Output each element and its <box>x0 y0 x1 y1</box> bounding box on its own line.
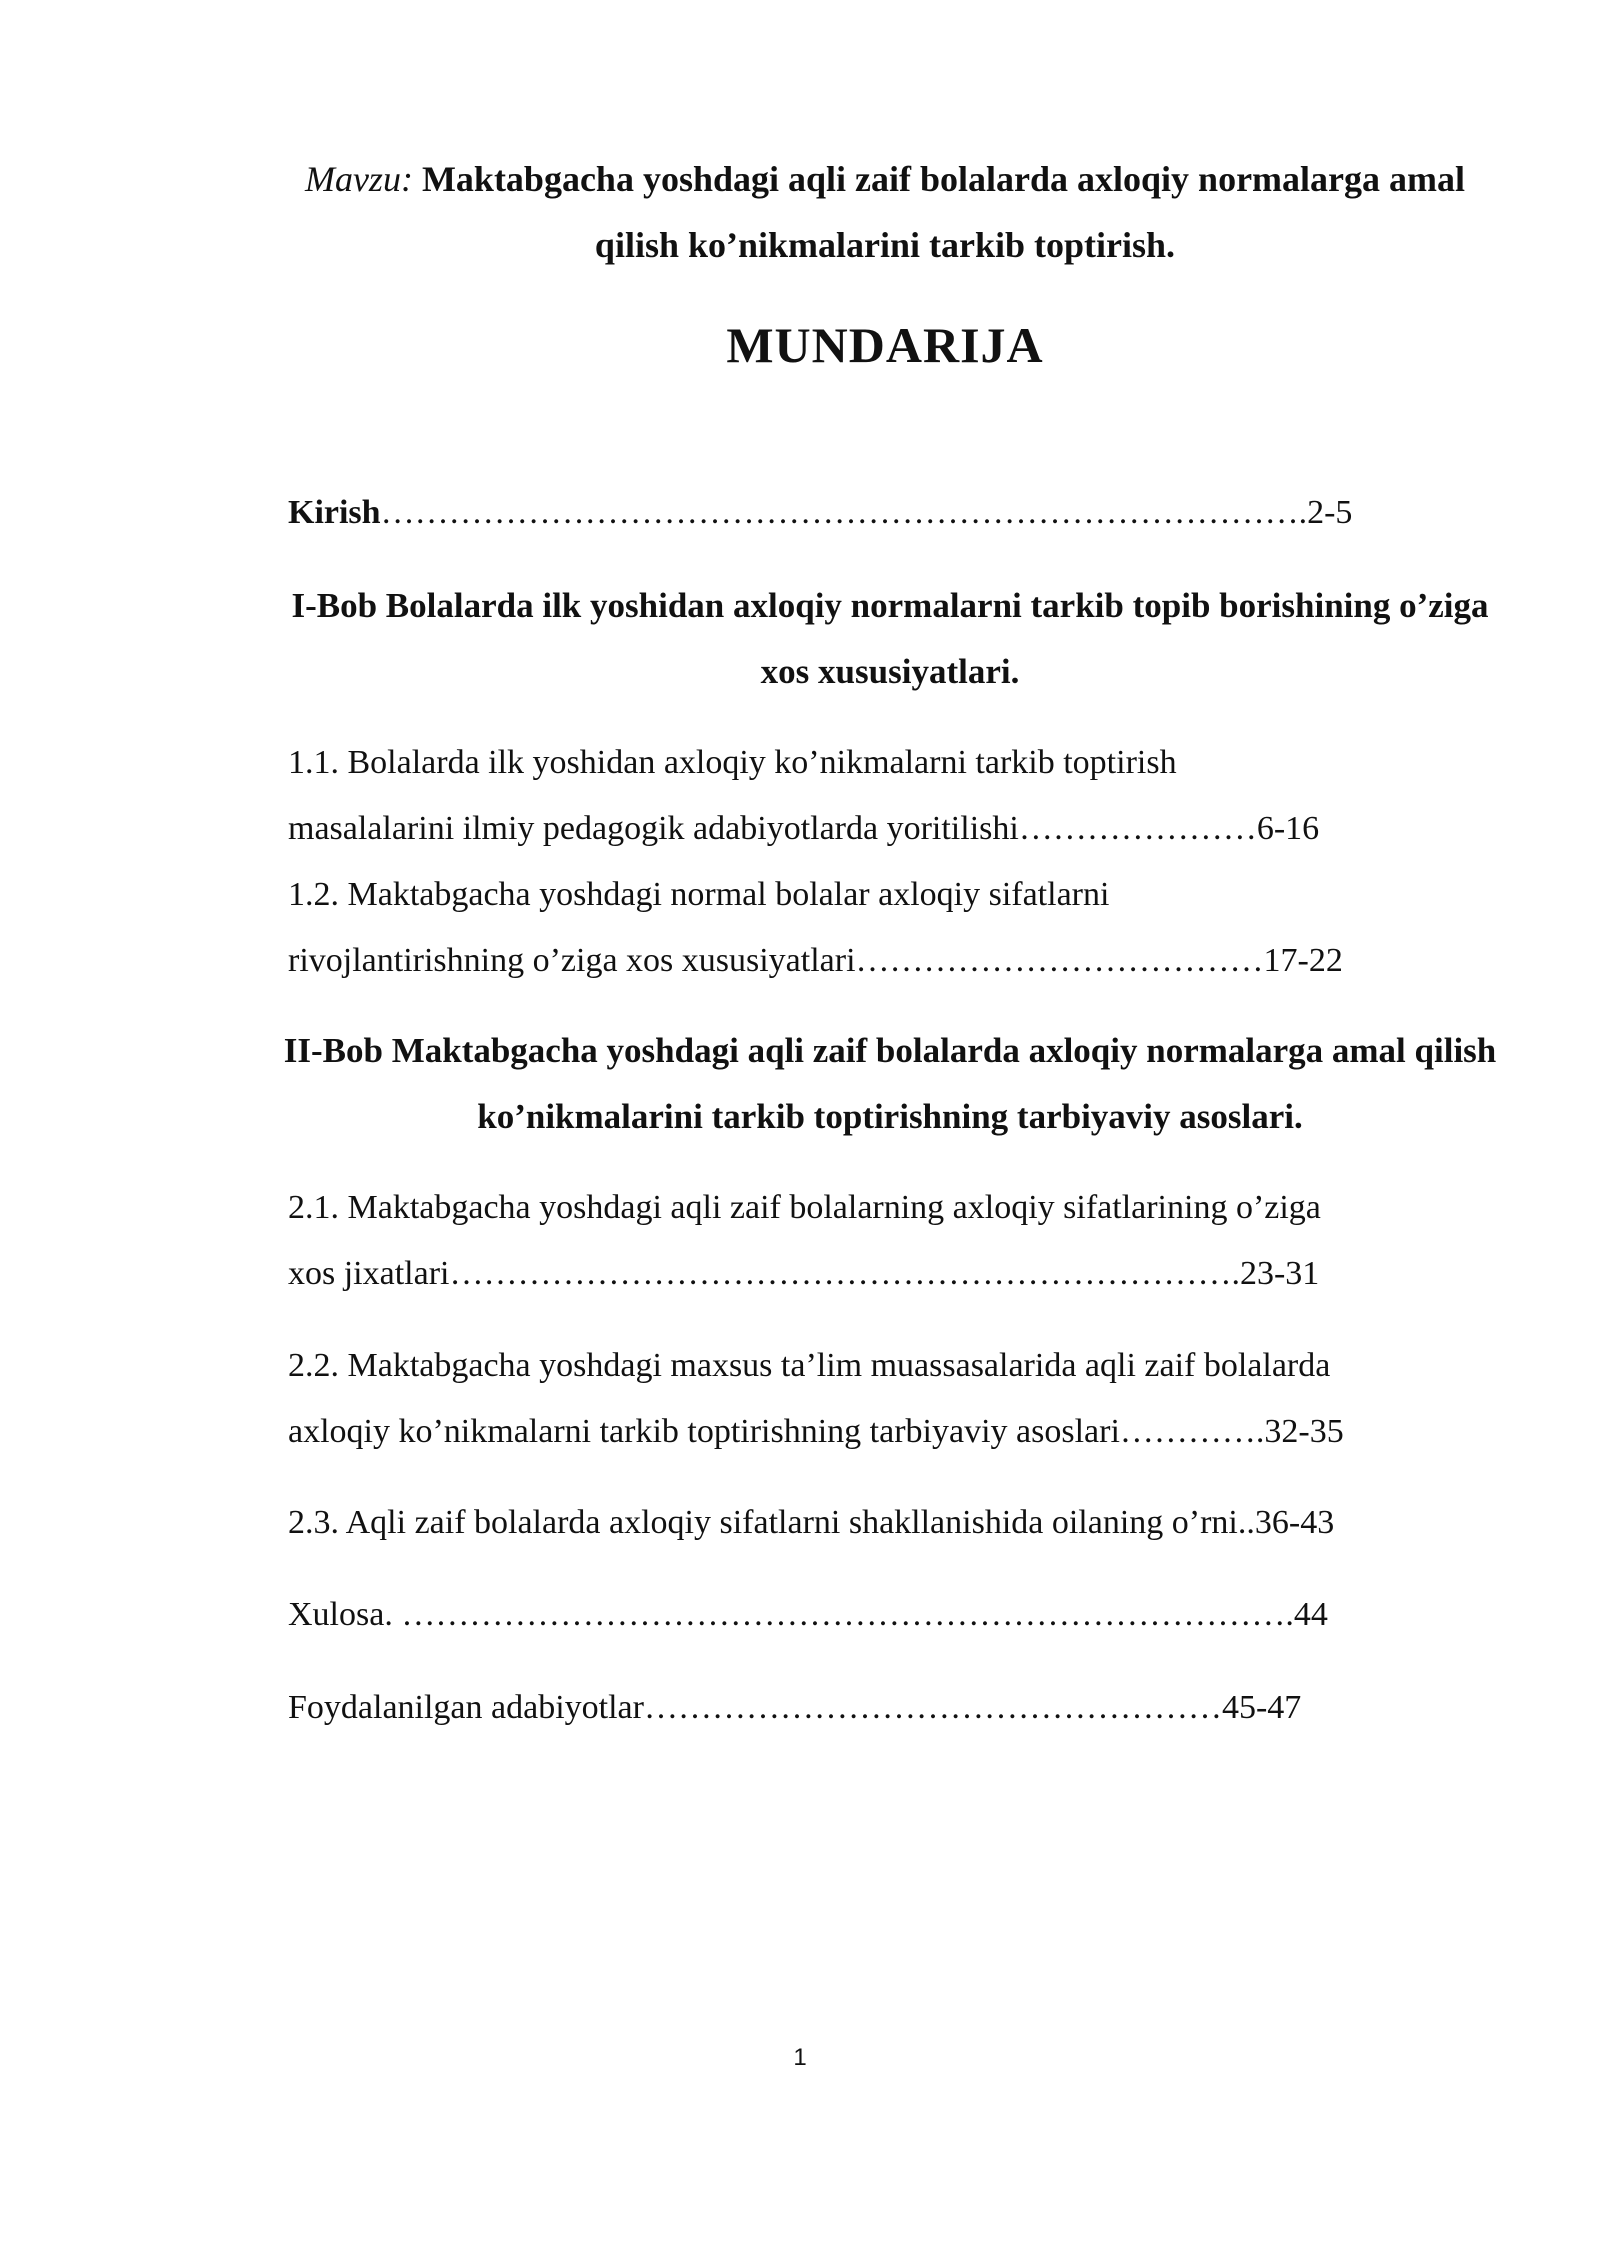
page-number: 1 <box>793 2044 807 2071</box>
toc-2-1-line1: 2.1. Maktabgacha yoshdagi aqli zaif bolalarning axloqiy sifatlarining o’ziga <box>288 1189 1321 1226</box>
toc-entry-2-3 <box>288 1490 1493 1556</box>
toc-entry-conclusion <box>288 1582 1493 1648</box>
toc-1-1-line2: masalalarini ilmiy pedagogik adabiyotlarda yoritilishi…………………6-16 <box>288 810 1320 847</box>
toc-conclusion-line: Xulosa. …………………………………………………………………….44 <box>288 1596 1328 1633</box>
toc-intro-leader: ……………………………………………………………………….2-5 <box>380 494 1353 531</box>
toc-entry-references <box>288 1675 1493 1741</box>
topic-label: Mavzu: <box>304 159 413 199</box>
contents-heading: MUNDARIJA <box>726 317 1044 373</box>
toc-entry-2-1 <box>288 1175 1493 1307</box>
toc-1-2-line2: rivojlantirishning o’ziga xos xususiyatlari………………………………17-22 <box>288 942 1343 979</box>
topic-block <box>260 146 1510 278</box>
toc-chapter-1: I-Bob Bolalarda ilk yoshidan axloqiy normalarni tarkib topib borishining o’ziga xos xususiyatlari. <box>291 586 1489 691</box>
toc-entry-1-1 <box>288 730 1493 862</box>
toc-2-3-line1: 2.3. Aqli zaif bolalarda axloqiy sifatlarni shakllanishida oilaning o’rni..36-43 <box>288 1504 1335 1541</box>
toc-references-line: Foydalanilgan adabiyotlar……………………………………………45-47 <box>288 1689 1302 1726</box>
toc-2-2-line2: axloqiy ko’nikmalarni tarkib toptirishning tarbiyaviy asoslari………….32-35 <box>288 1413 1344 1450</box>
toc-intro-title: Kirish <box>288 494 381 531</box>
toc-2-2-line1: 2.2. Maktabgacha yoshdagi maxsus ta’lim muassasalarida aqli zaif bolalarda <box>288 1347 1331 1384</box>
toc-2-1-line2: xos jixatlari…………………………………………………………….23-31 <box>288 1255 1320 1292</box>
toc-1-1-line1: 1.1. Bolalarda ilk yoshidan axloqiy ko’nikmalarni tarkib toptirish <box>288 744 1177 781</box>
toc-chapter-2: II-Bob Maktabgacha yoshdagi aqli zaif bolalarda axloqiy normalarga amal qilish ko’nikmalarini tarkib toptirishning tarbiyaviy asoslari. <box>283 1031 1497 1136</box>
toc-entry-2-2 <box>288 1333 1493 1465</box>
toc-entry-intro <box>288 480 1493 546</box>
topic-title: Maktabgacha yoshdagi aqli zaif bolalarda axloqiy normalarga amal qilish ko’nikmalarini tarkib toptirish. <box>421 159 1466 265</box>
toc-entry-1-2 <box>288 862 1493 994</box>
toc-1-2-line1: 1.2. Maktabgacha yoshdagi normal bolalar axloqiy sifatlarni <box>288 876 1110 913</box>
